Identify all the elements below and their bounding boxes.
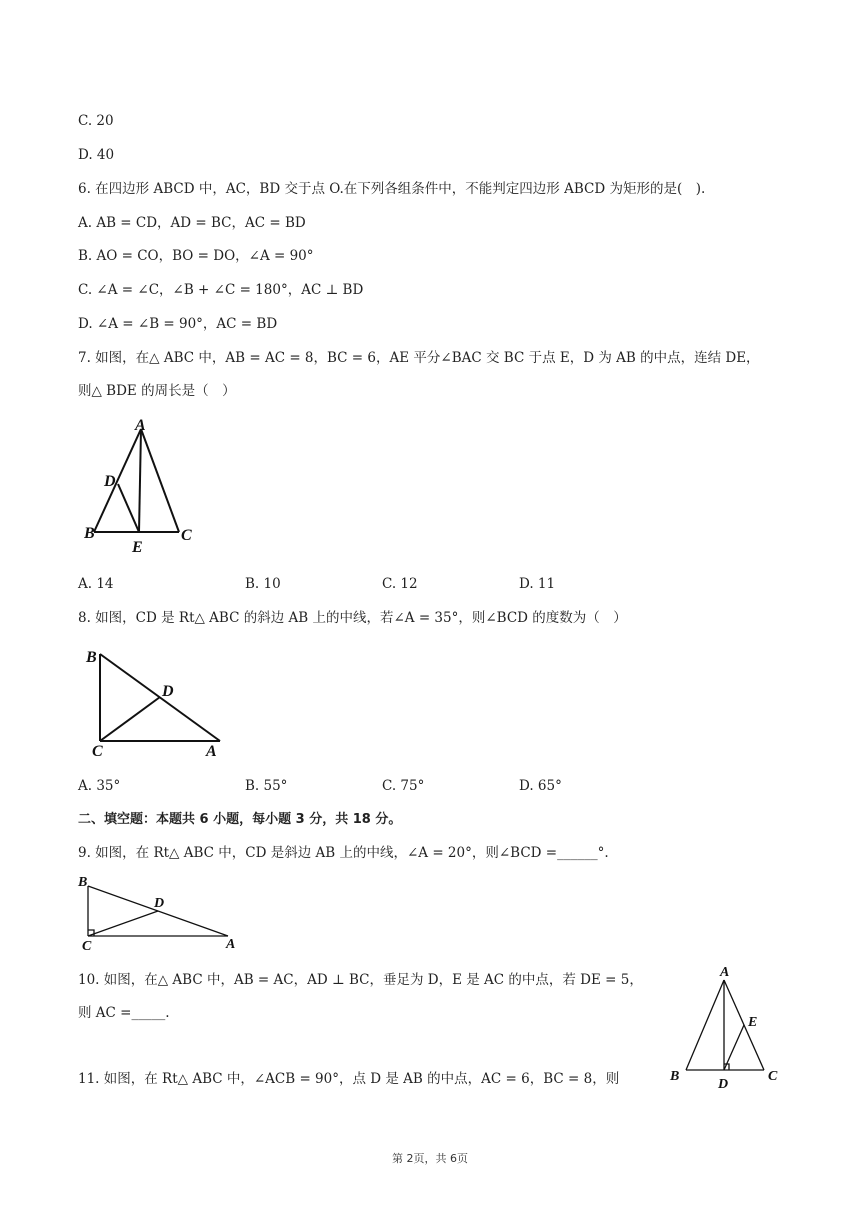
question-10-line-1: 10. 如图，在△ ABC 中，AB = AC，AD ⊥ BC，垂足为 D，E 是 AC 的中点，若 DE = 5， xyxy=(78,972,643,988)
question-8: 8. 如图，CD 是 Rt△ ABC 的斜边 AB 上的中线，若∠A = 35°，则∠BCD 的度数为（ ） xyxy=(78,610,627,626)
question-9: 9. 如图，在 Rt△ ABC 中，CD 是斜边 AB 上的中线，∠A = 20°，则∠BCD =______°. xyxy=(78,845,609,861)
label-b: B xyxy=(670,1069,680,1084)
figure-q9-triangle xyxy=(76,872,240,952)
label-c: C xyxy=(181,527,192,544)
q7-option-d: D. 11 xyxy=(519,576,556,592)
q5-option-c: C. 20 xyxy=(78,113,114,129)
page-footer: 第 2页，共 6页 xyxy=(392,1152,468,1165)
q8-option-b: B. 55° xyxy=(245,778,288,794)
label-b: B xyxy=(86,649,97,666)
label-e: E xyxy=(132,539,143,556)
q7-option-a: A. 14 xyxy=(78,576,114,592)
label-a: A xyxy=(135,417,146,434)
figure-q8-triangle xyxy=(82,644,228,762)
q6-option-b: B. AO = CO，BO = DO，∠A = 90° xyxy=(78,248,314,264)
label-d: D xyxy=(104,473,116,490)
label-c: C xyxy=(82,939,92,952)
section-2-heading: 二、填空题：本题共 6 小题，每小题 3 分，共 18 分。 xyxy=(78,812,402,827)
question-10-line-2: 则 AC =_____. xyxy=(78,1005,170,1021)
question-6: 6. 在四边形 ABCD 中，AC，BD 交于点 O.在下列各组条件中，不能判定四边形 ABCD 为矩形的是( ). xyxy=(78,181,706,197)
q8-option-d: D. 65° xyxy=(519,778,562,794)
label-c: C xyxy=(92,743,103,760)
q6-option-a: A. AB = CD，AD = BC，AC = BD xyxy=(78,215,306,231)
q7-option-b: B. 10 xyxy=(245,576,281,592)
label-a: A xyxy=(206,743,217,760)
label-d: D xyxy=(718,1077,729,1092)
question-11: 11. 如图，在 Rt△ ABC 中，∠ACB = 90°，点 D 是 AB 的中点，AC = 6，BC = 8，则 xyxy=(78,1071,620,1087)
label-a: A xyxy=(226,937,236,952)
question-7-line-2: 则△ BDE 的周长是（ ） xyxy=(78,383,236,399)
q6-option-d: D. ∠A = ∠B = 90°，AC = BD xyxy=(78,316,278,332)
label-a: A xyxy=(720,965,730,980)
label-b: B xyxy=(78,875,88,890)
label-d: D xyxy=(154,896,165,911)
q5-option-d: D. 40 xyxy=(78,147,115,163)
figure-q10-triangle xyxy=(666,962,786,1096)
q7-option-c: C. 12 xyxy=(382,576,418,592)
q8-option-c: C. 75° xyxy=(382,778,425,794)
label-e: E xyxy=(748,1015,758,1030)
q6-option-c: C. ∠A = ∠C，∠B + ∠C = 180°，AC ⊥ BD xyxy=(78,282,364,298)
label-c: C xyxy=(768,1069,778,1084)
q8-option-a: A. 35° xyxy=(78,778,121,794)
label-b: B xyxy=(84,525,95,542)
question-7-line-1: 7. 如图，在△ ABC 中，AB = AC = 8，BC = 6，AE 平分∠BAC 交 BC 于点 E，D 为 AB 的中点，连结 DE， xyxy=(78,350,760,366)
label-d: D xyxy=(162,683,174,700)
figure-q7-triangle xyxy=(84,414,200,556)
